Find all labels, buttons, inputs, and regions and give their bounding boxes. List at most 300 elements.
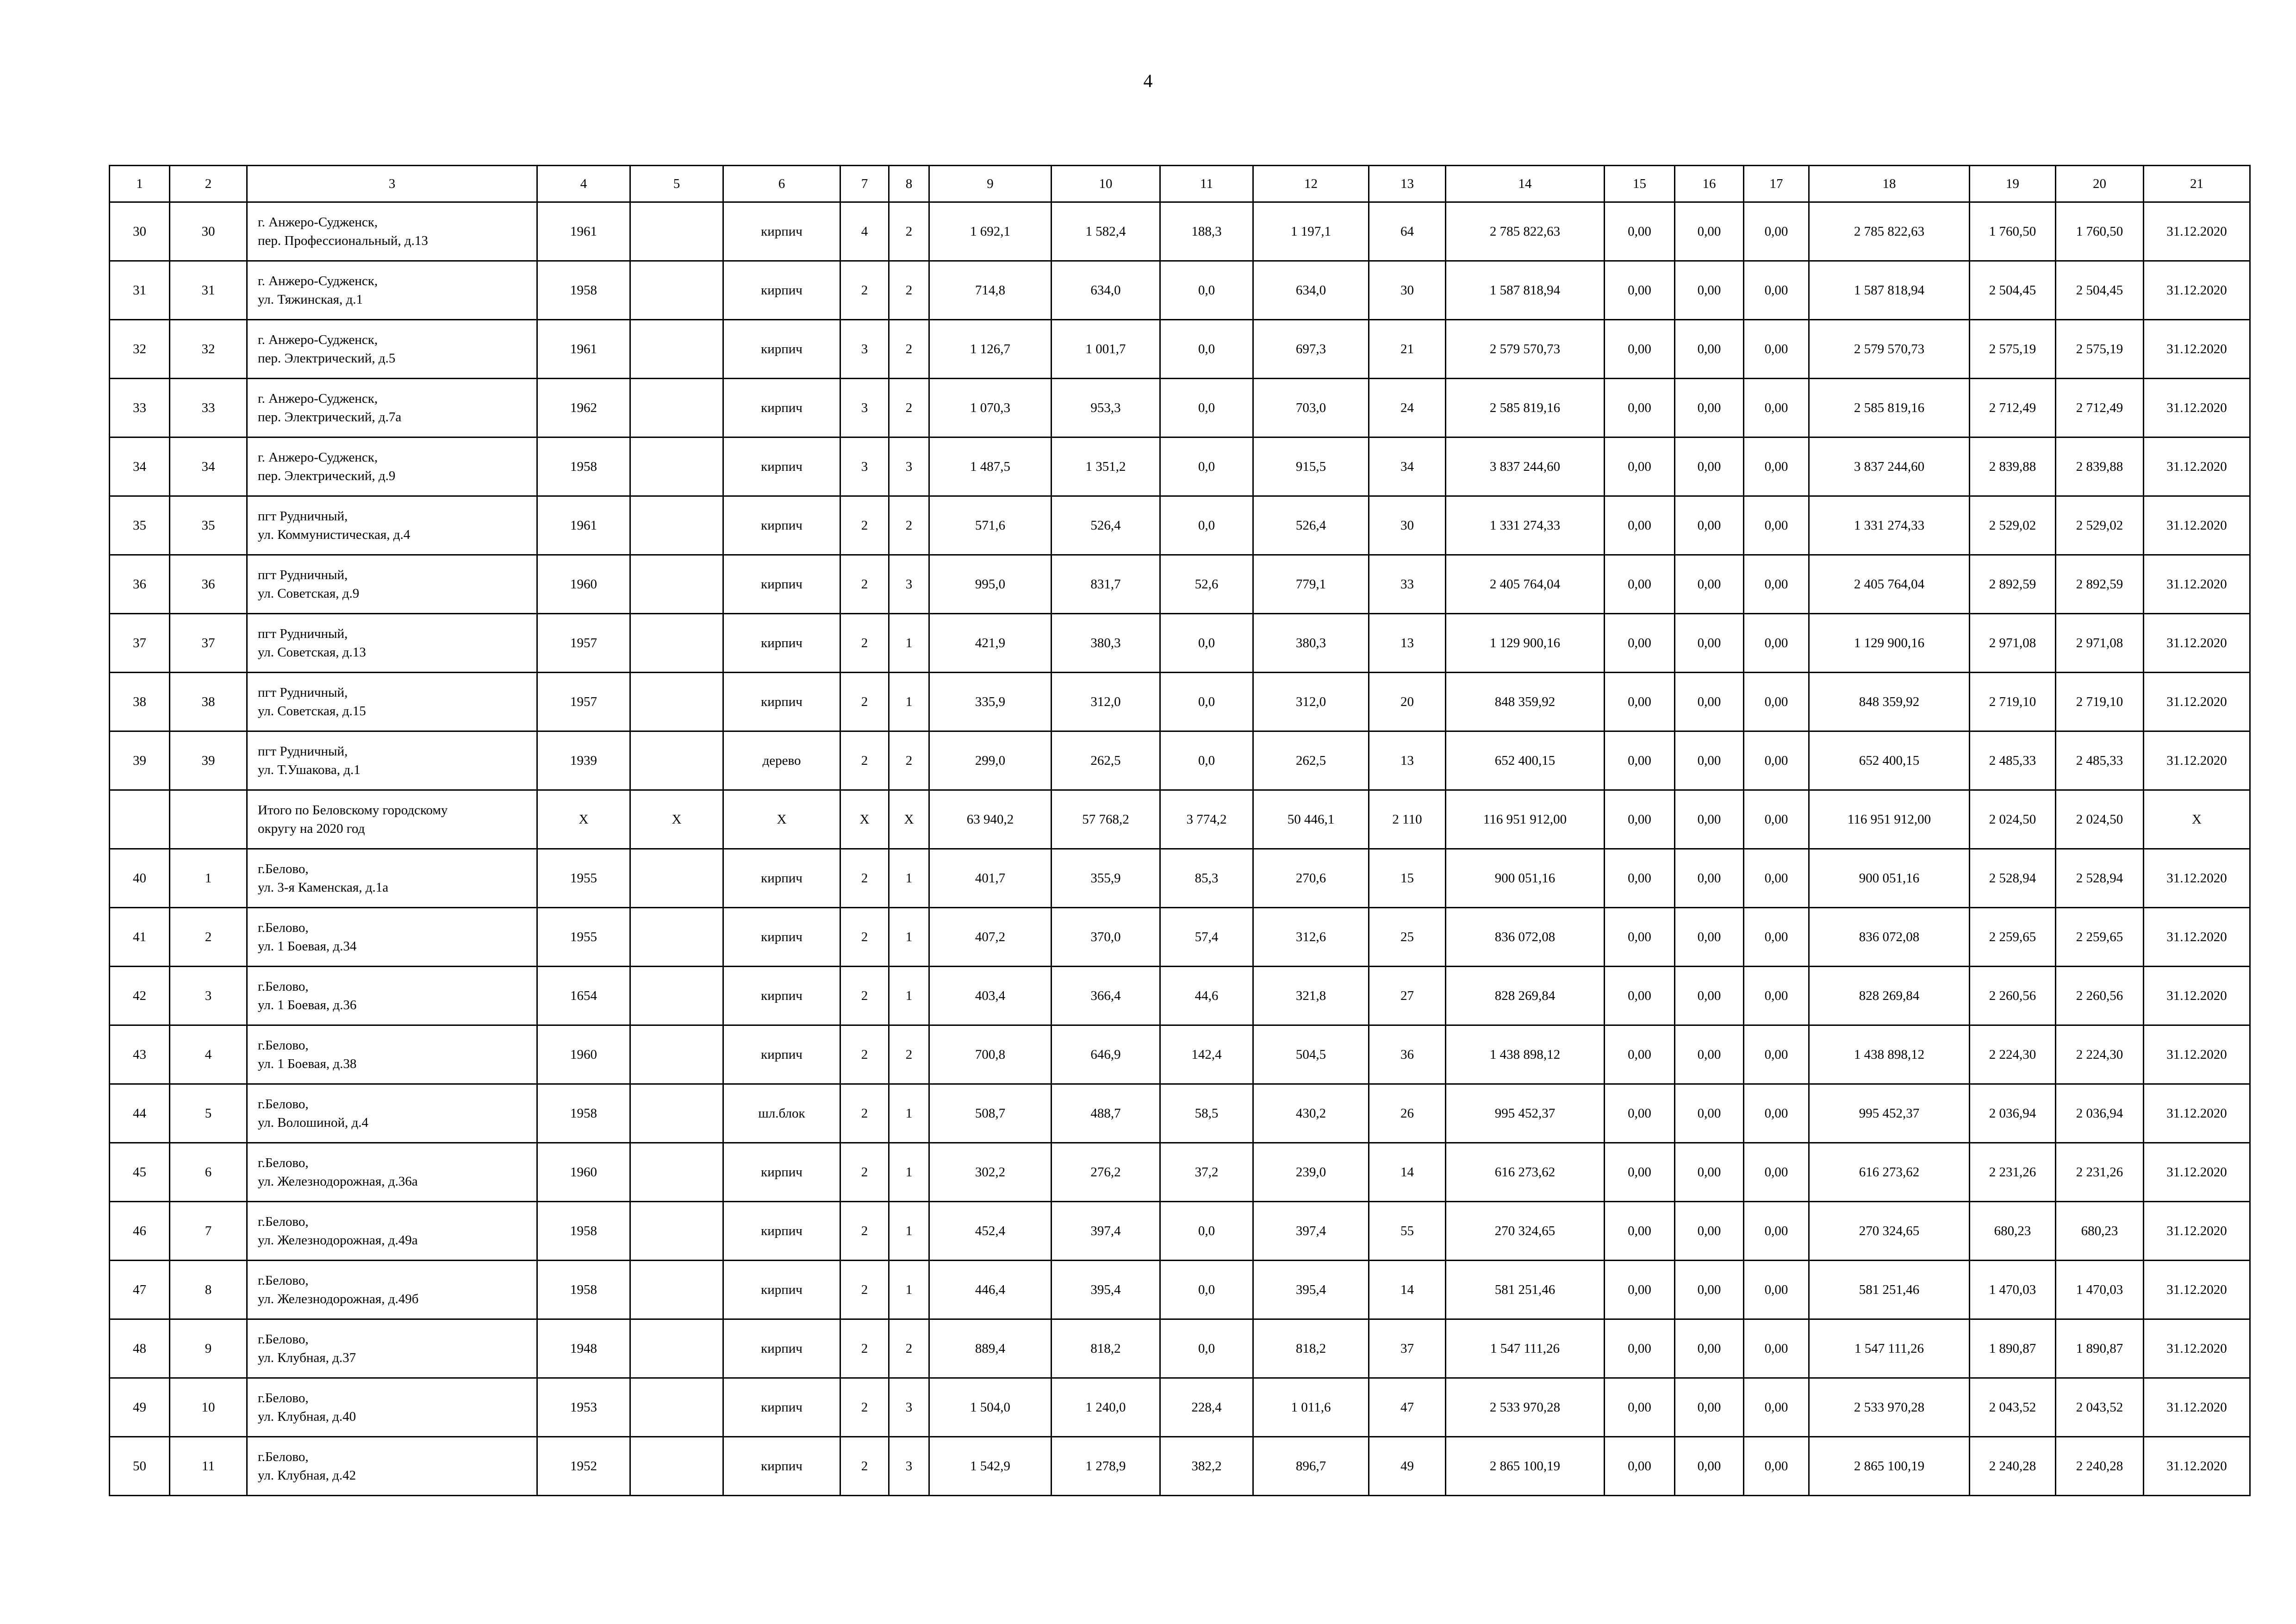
table-cell: 58,5 bbox=[1160, 1084, 1253, 1143]
table-cell: 0,00 bbox=[1744, 1437, 1809, 1496]
table-cell: 31.12.2020 bbox=[2144, 673, 2250, 731]
table-cell: 2 839,88 bbox=[2056, 437, 2144, 496]
table-cell: 1 bbox=[889, 673, 929, 731]
table-cell: 116 951 912,00 bbox=[1809, 790, 1970, 849]
table-cell: 2 bbox=[840, 261, 889, 320]
address-line: г.Белово, bbox=[258, 862, 309, 876]
table-cell: Х bbox=[2144, 790, 2250, 849]
table-cell: 3 bbox=[889, 1378, 929, 1437]
table-cell: 1960 bbox=[537, 555, 630, 614]
table-cell: 0,00 bbox=[1675, 261, 1744, 320]
table-cell: 0,00 bbox=[1744, 1261, 1809, 1319]
table-cell: 995,0 bbox=[929, 555, 1052, 614]
table-cell: 2 260,56 bbox=[1970, 967, 2056, 1025]
table-cell: 0,0 bbox=[1160, 437, 1253, 496]
table-cell: Х bbox=[537, 790, 630, 849]
table-cell: 302,2 bbox=[929, 1143, 1052, 1202]
address-line: ул. 1 Боевая, д.38 bbox=[258, 1056, 357, 1071]
table-cell: 1 240,0 bbox=[1052, 1378, 1160, 1437]
page-number: 4 bbox=[1143, 70, 1153, 91]
table-cell: 1654 bbox=[537, 967, 630, 1025]
table-cell: 0,00 bbox=[1605, 1202, 1675, 1261]
table-cell: 1 470,03 bbox=[1970, 1261, 2056, 1319]
table-cell: 896,7 bbox=[1253, 1437, 1369, 1496]
table-cell: 57,4 bbox=[1160, 908, 1253, 967]
table-cell: 2 504,45 bbox=[2056, 261, 2144, 320]
table-cell: 1955 bbox=[537, 908, 630, 967]
table-cell: 430,2 bbox=[1253, 1084, 1369, 1143]
table-cell: 31.12.2020 bbox=[2144, 731, 2250, 790]
table-cell: 1 278,9 bbox=[1052, 1437, 1160, 1496]
address-line: г. Анжеро-Судженск, bbox=[258, 332, 378, 347]
table-cell: 44,6 bbox=[1160, 967, 1253, 1025]
table-cell: 42 bbox=[110, 967, 170, 1025]
table-cell: 1953 bbox=[537, 1378, 630, 1437]
table-cell: 828 269,84 bbox=[1809, 967, 1970, 1025]
table-cell: 2 719,10 bbox=[1970, 673, 2056, 731]
table-cell: 2 579 570,73 bbox=[1446, 320, 1605, 379]
table-cell: 828 269,84 bbox=[1446, 967, 1605, 1025]
table-cell: 0,0 bbox=[1160, 1202, 1253, 1261]
table-cell bbox=[630, 555, 723, 614]
table-cell: 1 587 818,94 bbox=[1446, 261, 1605, 320]
table-row bbox=[110, 1025, 2250, 1084]
table-cell: 3 774,2 bbox=[1160, 790, 1253, 849]
table-cell: 0,00 bbox=[1675, 614, 1744, 673]
table-cell: 2 231,26 bbox=[1970, 1143, 2056, 1202]
table-cell: 397,4 bbox=[1253, 1202, 1369, 1261]
table-cell: 2 231,26 bbox=[2056, 1143, 2144, 1202]
table-cell: 6 bbox=[170, 1143, 247, 1202]
table-cell: 0,00 bbox=[1744, 1143, 1809, 1202]
table-cell: 1958 bbox=[537, 1261, 630, 1319]
table-cell: 0,00 bbox=[1675, 731, 1744, 790]
table-cell: 1 bbox=[889, 1084, 929, 1143]
table-row bbox=[110, 967, 2250, 1025]
table-cell: 3 bbox=[840, 320, 889, 379]
table-row bbox=[110, 261, 2250, 320]
table-cell: 2 504,45 bbox=[1970, 261, 2056, 320]
table-cell: 2 533 970,28 bbox=[1809, 1378, 1970, 1437]
address-line: пер. Электрический, д.9 bbox=[258, 468, 396, 483]
table-cell: 25 bbox=[1369, 908, 1446, 967]
table-cell: 0,00 bbox=[1675, 437, 1744, 496]
address-cell bbox=[247, 1261, 537, 1319]
table-row bbox=[110, 379, 2250, 437]
table-cell: 41 bbox=[110, 908, 170, 967]
table-cell: 836 072,08 bbox=[1446, 908, 1605, 967]
table-cell: 43 bbox=[110, 1025, 170, 1084]
table-cell: 37 bbox=[1369, 1319, 1446, 1378]
table-cell: 1 587 818,94 bbox=[1809, 261, 1970, 320]
table-cell: 2 bbox=[170, 908, 247, 967]
column-header: 9 bbox=[929, 166, 1052, 202]
table-cell: 380,3 bbox=[1253, 614, 1369, 673]
table-row bbox=[110, 1319, 2250, 1378]
table-cell: 0,00 bbox=[1605, 1084, 1675, 1143]
table-cell: 31.12.2020 bbox=[2144, 555, 2250, 614]
column-header: 8 bbox=[889, 166, 929, 202]
table-cell: 9 bbox=[170, 1319, 247, 1378]
table-row bbox=[110, 1202, 2250, 1261]
table-cell: 634,0 bbox=[1253, 261, 1369, 320]
address-line: пгт Рудничный, bbox=[258, 509, 348, 524]
column-header: 2 bbox=[170, 166, 247, 202]
table-row bbox=[110, 1437, 2250, 1496]
address-cell bbox=[247, 1378, 537, 1437]
data-table bbox=[109, 165, 2251, 1496]
table-cell: 0,0 bbox=[1160, 496, 1253, 555]
address-line: ул. Волошиной, д.4 bbox=[258, 1115, 369, 1130]
table-cell: 2 bbox=[840, 849, 889, 908]
table-cell: 40 bbox=[110, 849, 170, 908]
table-cell: кирпич bbox=[723, 673, 840, 731]
table-cell: 848 359,92 bbox=[1809, 673, 1970, 731]
table-cell: 0,00 bbox=[1675, 496, 1744, 555]
address-line: пгт Рудничный, bbox=[258, 744, 348, 759]
table-cell: 1 bbox=[889, 849, 929, 908]
address-line: г. Анжеро-Судженск, bbox=[258, 391, 378, 406]
table-cell: 634,0 bbox=[1052, 261, 1160, 320]
table-cell: 2 240,28 bbox=[1970, 1437, 2056, 1496]
table-cell: 26 bbox=[1369, 1084, 1446, 1143]
table-cell: 31.12.2020 bbox=[2144, 1378, 2250, 1437]
table-cell: 34 bbox=[170, 437, 247, 496]
table-cell: 2 528,94 bbox=[1970, 849, 2056, 908]
table-cell: 1 197,1 bbox=[1253, 202, 1369, 261]
table-cell bbox=[630, 614, 723, 673]
table-cell: 31.12.2020 bbox=[2144, 967, 2250, 1025]
table-cell: 31.12.2020 bbox=[2144, 1025, 2250, 1084]
table-cell: кирпич bbox=[723, 1202, 840, 1261]
table-cell: 397,4 bbox=[1052, 1202, 1160, 1261]
table-cell: 0,00 bbox=[1605, 379, 1675, 437]
address-cell bbox=[247, 320, 537, 379]
table-cell bbox=[110, 790, 170, 849]
table-cell: 1 582,4 bbox=[1052, 202, 1160, 261]
table-cell: 680,23 bbox=[2056, 1202, 2144, 1261]
table-cell: 1 001,7 bbox=[1052, 320, 1160, 379]
table-cell: 1958 bbox=[537, 261, 630, 320]
table-cell: 370,0 bbox=[1052, 908, 1160, 967]
address-cell bbox=[247, 1084, 537, 1143]
table-cell: 831,7 bbox=[1052, 555, 1160, 614]
table-cell: 1 bbox=[170, 849, 247, 908]
table-cell: 3 bbox=[889, 1437, 929, 1496]
table-cell: 0,00 bbox=[1744, 731, 1809, 790]
table-cell: 0,00 bbox=[1744, 967, 1809, 1025]
table-cell: 49 bbox=[1369, 1437, 1446, 1496]
table-cell: 31.12.2020 bbox=[2144, 614, 2250, 673]
address-line: ул. Коммунистическая, д.4 bbox=[258, 527, 411, 542]
table-cell: 0,00 bbox=[1675, 1025, 1744, 1084]
table-cell: 0,00 bbox=[1744, 320, 1809, 379]
table-cell: 1961 bbox=[537, 320, 630, 379]
table-cell: 52,6 bbox=[1160, 555, 1253, 614]
table-cell: 366,4 bbox=[1052, 967, 1160, 1025]
table-cell: 34 bbox=[110, 437, 170, 496]
table-cell: 0,00 bbox=[1605, 731, 1675, 790]
table-cell: 31.12.2020 bbox=[2144, 379, 2250, 437]
table-cell: 1 129 900,16 bbox=[1446, 614, 1605, 673]
address-line: ул. Т.Ушакова, д.1 bbox=[258, 762, 361, 777]
address-line: г.Белово, bbox=[258, 1156, 309, 1170]
table-cell: 55 bbox=[1369, 1202, 1446, 1261]
table-cell: 2 260,56 bbox=[2056, 967, 2144, 1025]
table-cell: 312,6 bbox=[1253, 908, 1369, 967]
address-line: пгт Рудничный, bbox=[258, 685, 348, 700]
table-row bbox=[110, 673, 2250, 731]
table-cell: 2 bbox=[840, 1261, 889, 1319]
table-cell: 2 405 764,04 bbox=[1446, 555, 1605, 614]
table-cell: 2 528,94 bbox=[2056, 849, 2144, 908]
table-cell: 85,3 bbox=[1160, 849, 1253, 908]
table-cell: 0,00 bbox=[1744, 614, 1809, 673]
table-cell: 33 bbox=[170, 379, 247, 437]
table-cell: 0,00 bbox=[1744, 555, 1809, 614]
table-row bbox=[110, 437, 2250, 496]
table-cell: 1957 bbox=[537, 673, 630, 731]
table-cell: 20 bbox=[1369, 673, 1446, 731]
address-cell bbox=[247, 731, 537, 790]
table-cell: 57 768,2 bbox=[1052, 790, 1160, 849]
table-cell: 2 865 100,19 bbox=[1446, 1437, 1605, 1496]
table-cell: кирпич bbox=[723, 908, 840, 967]
table-cell: 2 575,19 bbox=[2056, 320, 2144, 379]
table-cell: 2 240,28 bbox=[2056, 1437, 2144, 1496]
table-cell: 188,3 bbox=[1160, 202, 1253, 261]
table-cell: 0,00 bbox=[1675, 967, 1744, 1025]
address-line: г.Белово, bbox=[258, 979, 309, 994]
table-cell: 35 bbox=[110, 496, 170, 555]
table-cell: 32 bbox=[170, 320, 247, 379]
table-cell: кирпич bbox=[723, 614, 840, 673]
table-cell: 30 bbox=[110, 202, 170, 261]
table-cell: 36 bbox=[110, 555, 170, 614]
table-cell: 31.12.2020 bbox=[2144, 1202, 2250, 1261]
table-cell: 0,00 bbox=[1605, 555, 1675, 614]
table-cell: 37 bbox=[170, 614, 247, 673]
table-cell: 63 940,2 bbox=[929, 790, 1052, 849]
table-cell: 270 324,65 bbox=[1446, 1202, 1605, 1261]
table-cell: 0,00 bbox=[1605, 673, 1675, 731]
address-cell bbox=[247, 1437, 537, 1496]
table-cell: 45 bbox=[110, 1143, 170, 1202]
table-cell: 31.12.2020 bbox=[2144, 496, 2250, 555]
address-line: ул. 1 Боевая, д.34 bbox=[258, 939, 357, 954]
table-row bbox=[110, 555, 2250, 614]
table-cell: 2 bbox=[840, 1025, 889, 1084]
table-cell: кирпич bbox=[723, 1437, 840, 1496]
table-cell: 2 036,94 bbox=[2056, 1084, 2144, 1143]
table-cell: 680,23 bbox=[1970, 1202, 2056, 1261]
table-cell: кирпич bbox=[723, 261, 840, 320]
table-cell: 312,0 bbox=[1052, 673, 1160, 731]
column-header: 1 bbox=[110, 166, 170, 202]
table-cell: 504,5 bbox=[1253, 1025, 1369, 1084]
table-cell: 2 bbox=[889, 202, 929, 261]
table-cell: 1 547 111,26 bbox=[1809, 1319, 1970, 1378]
table-cell: 714,8 bbox=[929, 261, 1052, 320]
table-cell: 0,00 bbox=[1744, 790, 1809, 849]
table-cell: 1 bbox=[889, 1202, 929, 1261]
table-cell: 13 bbox=[1369, 614, 1446, 673]
table-cell: 1948 bbox=[537, 1319, 630, 1378]
table-cell: 0,00 bbox=[1605, 437, 1675, 496]
table-cell: 1 129 900,16 bbox=[1809, 614, 1970, 673]
table-cell: кирпич bbox=[723, 967, 840, 1025]
table-cell: 2 024,50 bbox=[1970, 790, 2056, 849]
table-cell bbox=[630, 1084, 723, 1143]
table-cell: кирпич bbox=[723, 849, 840, 908]
table-cell: 31.12.2020 bbox=[2144, 849, 2250, 908]
address-line: ул. Железнодорожная, д.36а bbox=[258, 1174, 418, 1189]
table-cell: 31.12.2020 bbox=[2144, 1437, 2250, 1496]
table-cell: 30 bbox=[170, 202, 247, 261]
table-cell bbox=[630, 496, 723, 555]
table-cell: 0,00 bbox=[1744, 673, 1809, 731]
table-cell: 1958 bbox=[537, 1084, 630, 1143]
table-cell: 31.12.2020 bbox=[2144, 320, 2250, 379]
table-cell: дерево bbox=[723, 731, 840, 790]
address-line: г.Белово, bbox=[258, 1449, 309, 1464]
table-cell: 2 529,02 bbox=[2056, 496, 2144, 555]
table-cell: 24 bbox=[1369, 379, 1446, 437]
table-cell: 616 273,62 bbox=[1809, 1143, 1970, 1202]
table-cell: 0,00 bbox=[1675, 1202, 1744, 1261]
table-cell bbox=[630, 967, 723, 1025]
table-cell: 0,00 bbox=[1605, 614, 1675, 673]
table-cell: 27 bbox=[1369, 967, 1446, 1025]
address-line: г.Белово, bbox=[258, 1097, 309, 1112]
table-cell: 0,00 bbox=[1605, 1437, 1675, 1496]
address-line: г.Белово, bbox=[258, 1273, 309, 1288]
address-line: г. Анжеро-Судженск, bbox=[258, 215, 378, 230]
table-cell: 900 051,16 bbox=[1809, 849, 1970, 908]
address-cell bbox=[247, 849, 537, 908]
table-cell: 571,6 bbox=[929, 496, 1052, 555]
table-cell: 953,3 bbox=[1052, 379, 1160, 437]
table-cell: 526,4 bbox=[1253, 496, 1369, 555]
table-cell bbox=[170, 790, 247, 849]
table-cell: 0,00 bbox=[1605, 908, 1675, 967]
table-cell bbox=[630, 320, 723, 379]
address-cell bbox=[247, 1025, 537, 1084]
table-cell: 1939 bbox=[537, 731, 630, 790]
table-cell: 0,00 bbox=[1675, 379, 1744, 437]
table-cell: 2 712,49 bbox=[1970, 379, 2056, 437]
address-line: г. Анжеро-Судженск, bbox=[258, 274, 378, 288]
address-line: ул. Тяжинская, д.1 bbox=[258, 292, 363, 307]
table-cell: 2 529,02 bbox=[1970, 496, 2056, 555]
table-cell: 1952 bbox=[537, 1437, 630, 1496]
column-header: 14 bbox=[1446, 166, 1605, 202]
table-cell: 2 259,65 bbox=[1970, 908, 2056, 967]
table-cell: 0,00 bbox=[1675, 790, 1744, 849]
table-cell: 49 bbox=[110, 1378, 170, 1437]
table-cell: 1 760,50 bbox=[2056, 202, 2144, 261]
address-cell bbox=[247, 555, 537, 614]
table-cell: 2 bbox=[889, 496, 929, 555]
table-cell: 2 bbox=[840, 1437, 889, 1496]
table-cell bbox=[630, 379, 723, 437]
table-cell: 616 273,62 bbox=[1446, 1143, 1605, 1202]
table-cell: 3 bbox=[840, 437, 889, 496]
table-cell: кирпич bbox=[723, 1025, 840, 1084]
address-cell bbox=[247, 673, 537, 731]
table-cell bbox=[630, 1319, 723, 1378]
table-cell: 2 bbox=[840, 1084, 889, 1143]
table-cell: 818,2 bbox=[1253, 1319, 1369, 1378]
column-header: 20 bbox=[2056, 166, 2144, 202]
table-cell: 421,9 bbox=[929, 614, 1052, 673]
table-cell: 2 bbox=[840, 673, 889, 731]
table-cell: 2 892,59 bbox=[2056, 555, 2144, 614]
table-cell: 2 224,30 bbox=[2056, 1025, 2144, 1084]
table-header bbox=[110, 166, 2250, 202]
table-row bbox=[110, 1143, 2250, 1202]
table-cell: 1 331 274,33 bbox=[1809, 496, 1970, 555]
table-cell: 2 485,33 bbox=[2056, 731, 2144, 790]
table-cell: 995 452,37 bbox=[1446, 1084, 1605, 1143]
table-cell: 37 bbox=[110, 614, 170, 673]
table-cell bbox=[630, 1025, 723, 1084]
table-cell: 262,5 bbox=[1253, 731, 1369, 790]
table-row bbox=[110, 614, 2250, 673]
table-cell: 0,0 bbox=[1160, 1261, 1253, 1319]
address-line: ул. Железнодорожная, д.49а bbox=[258, 1233, 418, 1248]
table-cell: 3 bbox=[170, 967, 247, 1025]
table-cell: 15 bbox=[1369, 849, 1446, 908]
table-cell: 36 bbox=[1369, 1025, 1446, 1084]
table-cell: 3 837 244,60 bbox=[1446, 437, 1605, 496]
address-line: г.Белово, bbox=[258, 1038, 309, 1053]
table-cell: 818,2 bbox=[1052, 1319, 1160, 1378]
table-cell: 14 bbox=[1369, 1261, 1446, 1319]
table-cell: 39 bbox=[170, 731, 247, 790]
table-cell: 35 bbox=[170, 496, 247, 555]
table-cell: Х bbox=[630, 790, 723, 849]
table-cell: 0,00 bbox=[1675, 320, 1744, 379]
table-cell: 0,00 bbox=[1744, 261, 1809, 320]
table-cell: 1958 bbox=[537, 437, 630, 496]
table-cell: 34 bbox=[1369, 437, 1446, 496]
table-cell: Х bbox=[840, 790, 889, 849]
table-cell: 270,6 bbox=[1253, 849, 1369, 908]
column-header: 5 bbox=[630, 166, 723, 202]
table-cell: 2 bbox=[840, 1202, 889, 1261]
table-cell: 0,00 bbox=[1744, 1202, 1809, 1261]
column-header: 10 bbox=[1052, 166, 1160, 202]
table-cell: Х bbox=[723, 790, 840, 849]
table-cell: 0,00 bbox=[1675, 555, 1744, 614]
table-cell: кирпич bbox=[723, 496, 840, 555]
table-cell: 0,0 bbox=[1160, 261, 1253, 320]
table-row bbox=[110, 320, 2250, 379]
table-cell: 33 bbox=[1369, 555, 1446, 614]
table-cell: 0,00 bbox=[1605, 1143, 1675, 1202]
table-cell: 0,00 bbox=[1605, 1319, 1675, 1378]
table-cell: 2 bbox=[889, 731, 929, 790]
table-cell: 262,5 bbox=[1052, 731, 1160, 790]
address-line: ул. Железнодорожная, д.49б bbox=[258, 1292, 419, 1306]
table-cell: 1 bbox=[889, 614, 929, 673]
table-cell bbox=[630, 1437, 723, 1496]
table-cell: 2 bbox=[840, 1319, 889, 1378]
address-line: г.Белово, bbox=[258, 1214, 309, 1229]
table-cell: 0,00 bbox=[1605, 1025, 1675, 1084]
table-cell: кирпич bbox=[723, 437, 840, 496]
